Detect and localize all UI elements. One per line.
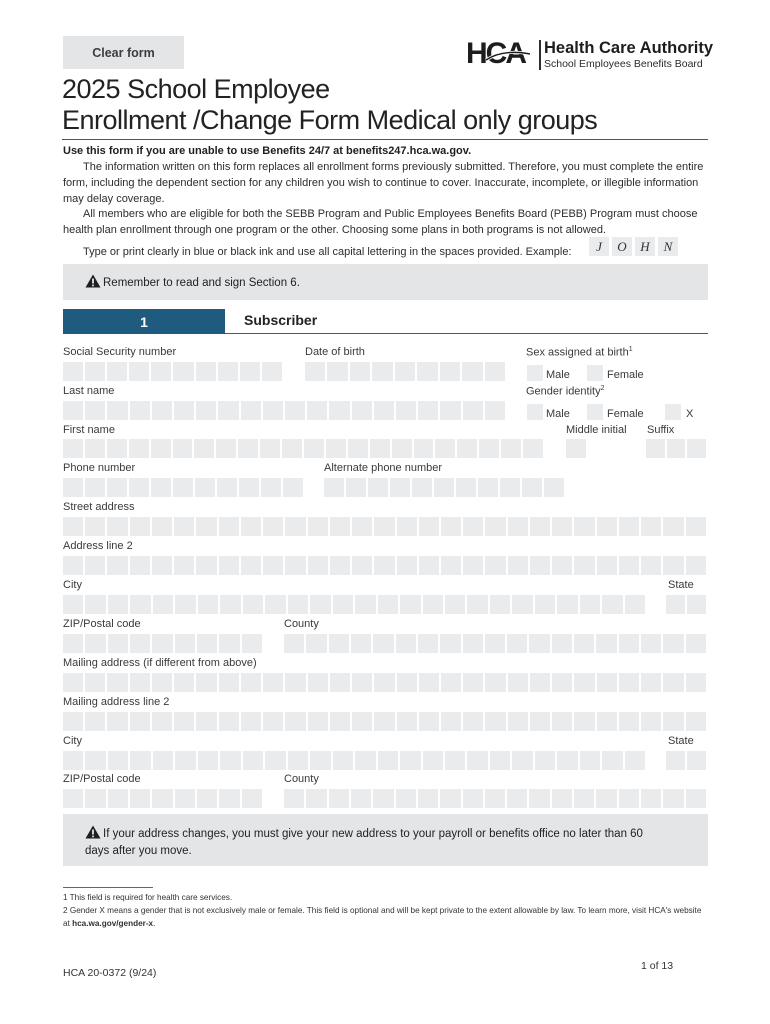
last-name-label: Last name [63, 385, 115, 397]
sign-reminder-text: Remember to read and sign Section 6. [103, 277, 300, 289]
sex-male-checkbox[interactable] [527, 365, 543, 381]
mailing-city-input[interactable] [63, 751, 645, 770]
county-label: County [284, 618, 319, 630]
gender-x-checkbox[interactable] [665, 404, 681, 420]
city-input[interactable] [63, 595, 645, 614]
gender-x-link[interactable]: hca.wa.gov/gender-x [72, 919, 154, 928]
sex-male-label: Male [546, 369, 570, 381]
intro-paragraph-3: Type or print clearly in blue or black ink and use all capital lettering in the spaces provided. Example: [83, 246, 572, 258]
ssn-label: Social Security number [63, 346, 177, 358]
middle-initial-label: Middle initial [566, 424, 627, 436]
middle-initial-input[interactable] [566, 439, 586, 458]
state-input[interactable] [666, 595, 706, 614]
street-address-label: Street address [63, 501, 135, 513]
page-number: 1 of 13 [641, 960, 674, 972]
gender-female-checkbox[interactable] [587, 404, 603, 420]
sex-label: Sex assigned at birth$^1$ [526, 346, 633, 359]
last-name-input[interactable] [63, 401, 505, 420]
example-letter: O [612, 237, 632, 256]
county-input[interactable] [284, 634, 706, 653]
example-letter: H [635, 237, 655, 256]
mailing-zip-input[interactable] [63, 789, 262, 808]
sex-female-checkbox[interactable] [587, 365, 603, 381]
mailing-zip-label: ZIP/Postal code [63, 773, 141, 785]
title-line-2: Enrollment /Change Form Medical only groups [62, 105, 598, 135]
intro-paragraph-2: All members who are eligible for both the SEBB Program and Public Employees Benefits Board (PEBB) Program must choose health plan enrollment through one program or the other. Choosing some plans in both programs is not allowed. [63, 208, 698, 236]
hca-logo [466, 37, 713, 72]
logo-mark: HCA [466, 37, 525, 70]
state-label: State [668, 579, 694, 591]
address-change-text: If your address changes, you must give your new address to your payroll or benefits office no later than 60 days after you move. [85, 828, 643, 857]
address-line-2-input[interactable] [63, 556, 706, 575]
section-header [63, 309, 708, 334]
mailing-city-label: City [63, 735, 82, 747]
address-change-callout [63, 814, 708, 866]
example-letter: N [658, 237, 678, 256]
mailing-line-2-input[interactable] [63, 712, 706, 731]
phone-input[interactable] [63, 478, 303, 497]
mailing-county-input[interactable] [284, 789, 706, 808]
gender-male-checkbox[interactable] [527, 404, 543, 420]
warning-icon [85, 825, 101, 839]
logo-sub-name: School Employees Benefits Board [544, 58, 703, 70]
gender-male-label: Male [546, 408, 570, 420]
first-name-label: First name [63, 424, 115, 436]
address-line-2-label: Address line 2 [63, 540, 133, 552]
city-label: City [63, 579, 82, 591]
gender-x-label: X [686, 408, 694, 420]
ssn-input[interactable] [63, 362, 282, 381]
sex-female-label: Female [607, 369, 644, 381]
zip-input[interactable] [63, 634, 262, 653]
zip-label: ZIP/Postal code [63, 618, 141, 630]
clear-form-button[interactable]: Clear form [63, 36, 184, 69]
phone-label: Phone number [63, 462, 136, 474]
footnote-2-end: . [153, 919, 156, 928]
footnote-1: 1 This field is required for health care services. [63, 893, 233, 902]
title-divider [62, 139, 708, 140]
suffix-label: Suffix [647, 424, 675, 436]
mailing-state-input[interactable] [666, 751, 706, 770]
section-number: 1 [63, 309, 225, 334]
street-address-input[interactable] [63, 517, 706, 536]
gender-female-label: Female [607, 408, 644, 420]
logo-org-name: Health Care Authority [544, 39, 713, 57]
mailing-address-input[interactable] [63, 673, 706, 692]
mailing-line-2-label: Mailing address line 2 [63, 696, 170, 708]
mailing-county-label: County [284, 773, 319, 785]
example-letters [589, 237, 678, 256]
logo-swoosh-icon [484, 49, 532, 63]
dob-input[interactable] [305, 362, 505, 381]
logo-divider [539, 40, 541, 70]
sign-reminder-callout [63, 264, 708, 300]
intro-bold-line: Use this form if you are unable to use Benefits 24/7 at benefits247.hca.wa.gov. [63, 145, 472, 157]
footnote-divider [63, 887, 153, 888]
mailing-address-label: Mailing address (if different from above) [63, 657, 257, 669]
intro-paragraph-1: The information written on this form replaces all enrollment forms previously submitted. Therefore, you must complete the entire form, including the dependent section for any children you wish to continue to cover. Inaccurate, incomplete, or illegible information may delay coverage. [63, 161, 704, 205]
form-id: HCA 20-0372 (9/24) [63, 967, 157, 979]
alt-phone-label: Alternate phone number [324, 462, 443, 474]
footnote-2 [63, 904, 703, 930]
example-letter: J [589, 237, 609, 256]
footnote-2-text: 2 Gender X means a gender that is not exclusively male or female. This field is optional and will be kept private to the extent allowable by law. To learn more, visit HCA's website at [63, 906, 702, 928]
suffix-input[interactable] [646, 439, 706, 458]
warning-icon [85, 274, 101, 288]
alt-phone-input[interactable] [324, 478, 564, 497]
gender-label: Gender identity$^2$ [526, 385, 605, 398]
section-title: Subscriber [244, 312, 318, 328]
title-line-1: 2025 School Employee [62, 74, 330, 104]
mailing-state-label: State [668, 735, 694, 747]
dob-label: Date of birth [305, 346, 365, 358]
page-title [62, 74, 712, 136]
first-name-input[interactable] [63, 439, 543, 458]
